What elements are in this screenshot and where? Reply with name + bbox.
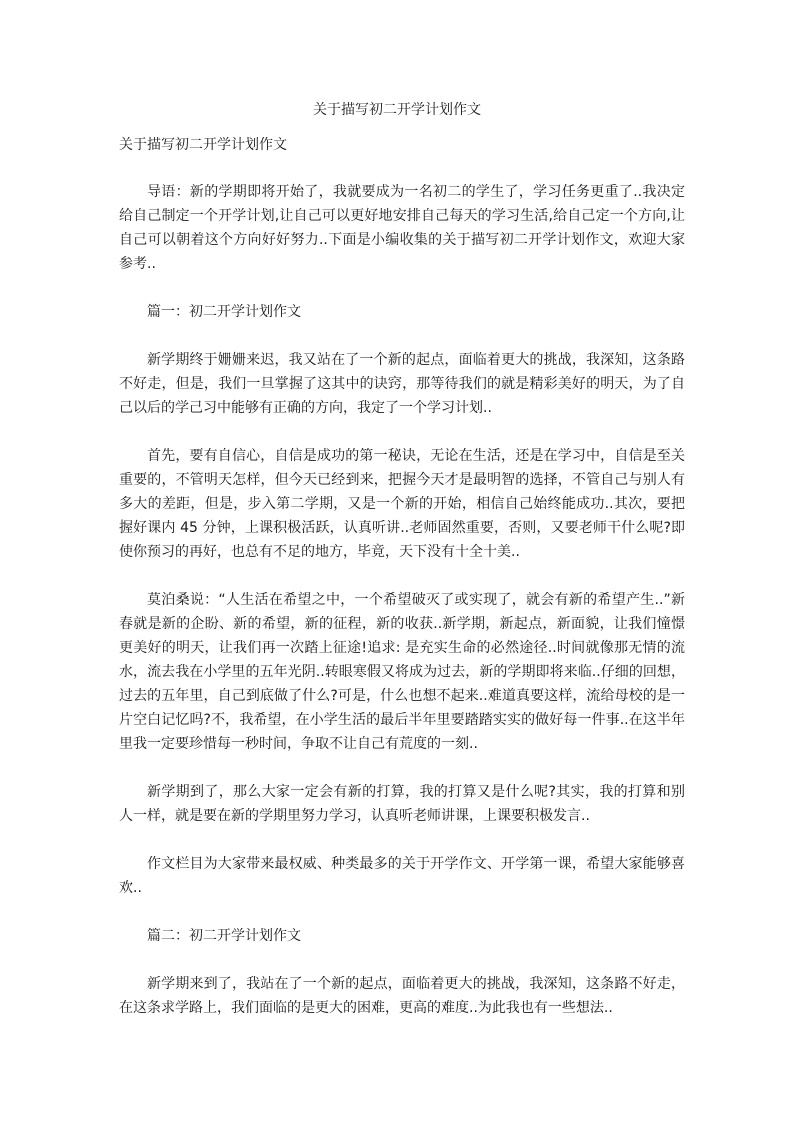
intro-paragraph: 导语：新的学期即将开始了，我就要成为一名初二的学生了，学习任务更重了..我决定给自己制定一个开学计划,让自己可以更好地安排自己每天的学习生活,给自己定一个方向,让自己可以朝着这个方向好好努力..下面是小编收集的关于描写初二开学计划作文，欢迎大家参考..: [119, 184, 685, 272]
section-heading-1: 篇一：初二开学计划作文: [147, 304, 301, 320]
body-paragraph: 新学期来到了，我站在了一个新的起点，面临着更大的挑战，我深知，这条路不好走，在这条求学路上，我们面临的是更大的困难，更高的难度..为此我也有一些想法..: [119, 976, 685, 1016]
document-title: 关于描写初二开学计划作文: [313, 102, 481, 118]
body-paragraph: 新学期终于姗姗来迟，我又站在了一个新的起点，面临着更大的挑战，我深知，这条路不好走，但是，我们一旦掌握了这其中的诀窍，那等待我们的就是精彩美好的明天，为了自己以后的学己习中能够有正确的方向，我定了一个学习计划..: [119, 352, 685, 416]
body-paragraph: 首先，要有自信心，自信是成功的第一秘诀，无论在生活，还是在学习中，自信是至关重要的，不管明天怎样，但今天已经到来，把握今天才是最明智的选择，不管自己与别人有多大的差距，但是，步入第二学期，又是一个新的开始，相信自己始终能成功..其次，要把握好课内 45 分钟，上课积极活跃，认真听讲..老师固然重要，否则，又要老师干什么呢?即使你预习的再好，也总有不足的地方，毕竟，天下没有十全十美..: [119, 448, 685, 560]
document-body: [119, 180, 685, 1044]
body-paragraph: 莫泊桑说：“人生活在希望之中，一个希望破灭了或实现了，就会有新的希望产生..”新春就是新的企盼、新的希望，新的征程，新的收获..新学期，新起点，新面貌，让我们憧憬更美好的明天，让我们再一次踏上征途!追求: 是充实生命的必然途径..时间就像那无情的流水，流去我在小学里的五年光阴..转眼寒假又将成为过去，新的学期即将来临..仔细的回想，过去的五年里，自己到底做了什么?可是，什么也想不起来..难道真要这样，流给母校的是一片空白记忆吗?不，我希望，在小学生活的最后半年里要踏踏实实的做好每一件事..在这半年里我一定要珍惜每一秒时间，争取不让自己有荒度的一刻..: [119, 592, 685, 752]
section-heading-2: 篇二：初二开学计划作文: [147, 928, 301, 944]
body-paragraph: 新学期到了，那么大家一定会有新的打算，我的打算又是什么呢?其实，我的打算和别人一样，就是要在新的学期里努力学习，认真听老师讲课，上课要积极发言..: [119, 784, 685, 824]
document-subtitle: 关于描写初二开学计划作文: [119, 137, 287, 153]
body-paragraph: 作文栏目为大家带来最权威、种类最多的关于开学作文、开学第一课，希望大家能够喜欢..: [119, 856, 685, 896]
